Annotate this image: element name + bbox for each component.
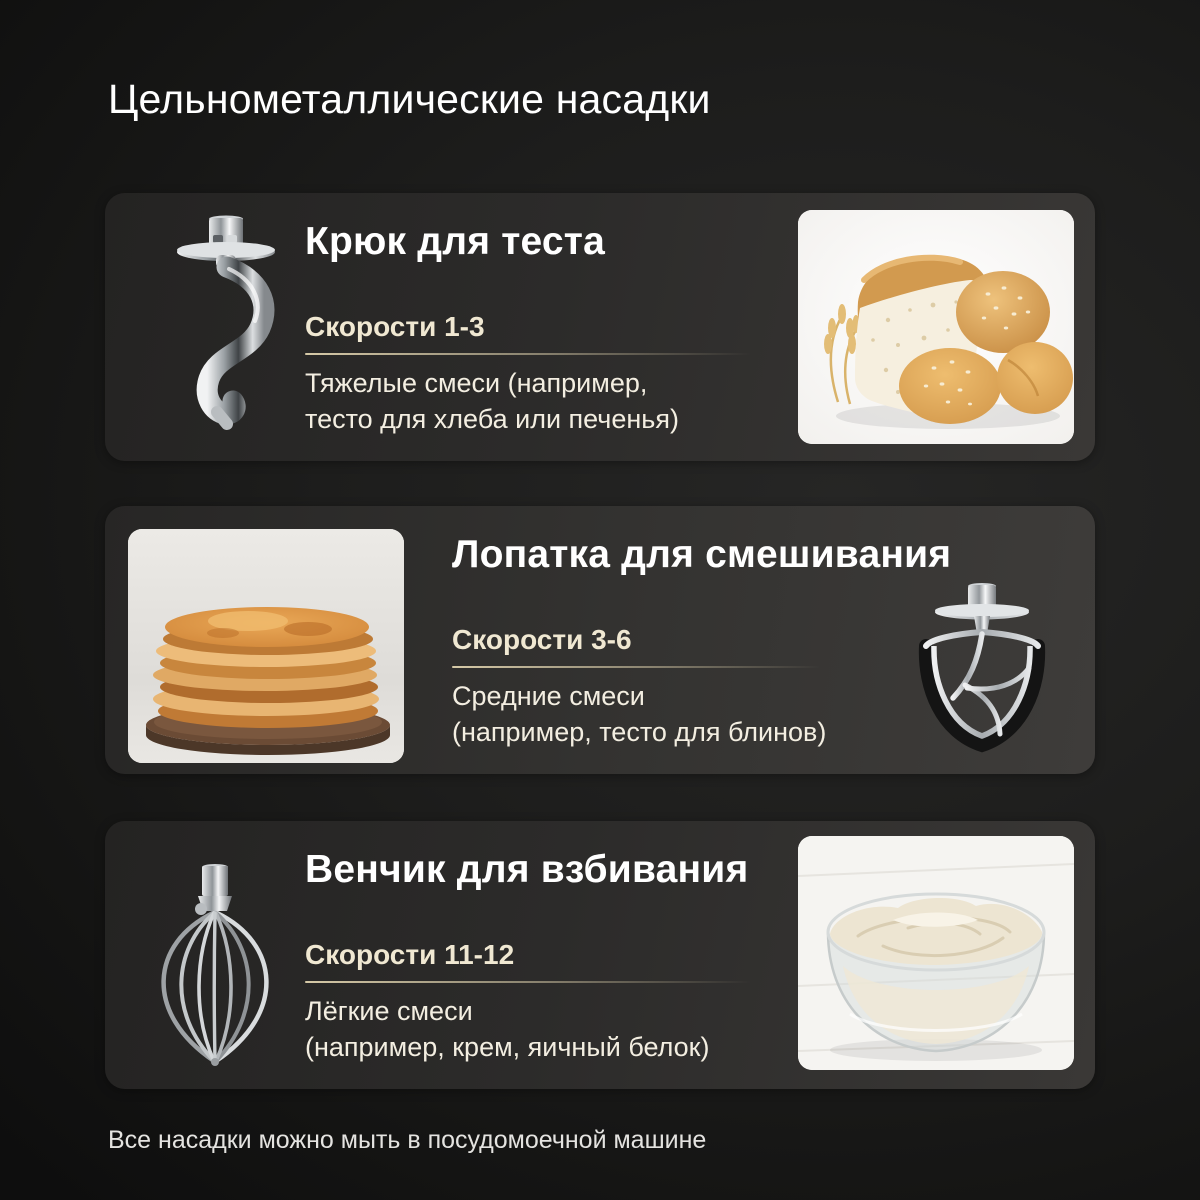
- card-flat-beater: [105, 506, 1095, 774]
- card-title: Лопатка для смешивания: [452, 533, 952, 576]
- speed-underline: [305, 981, 790, 983]
- dough-hook-icon: [147, 215, 307, 433]
- flat-beater-icon: [903, 582, 1065, 758]
- card-description: Средние смеси (например, тесто для блинов): [452, 681, 827, 747]
- speed-label: Скорости 11-12: [305, 939, 515, 970]
- card-title: Венчик для взбивания: [305, 848, 749, 891]
- speed-label: Скорости 1-3: [305, 311, 485, 342]
- card-description: Тяжелые смеси (например, тесто для хлеба или печенья): [305, 368, 679, 434]
- footer-note: Все насадки можно мыть в посудомоечной машине: [108, 1126, 707, 1154]
- card-dough-hook: [105, 193, 1095, 461]
- pancakes-photo: [128, 529, 404, 763]
- speed-underline: [305, 353, 790, 355]
- card-balloon-whisk: [105, 821, 1095, 1089]
- speed-underline: [452, 666, 852, 668]
- page-title: Цельнометаллические насадки: [108, 76, 711, 122]
- card-title: Крюк для теста: [305, 220, 605, 263]
- balloon-whisk-icon: [135, 863, 300, 1073]
- card-description: Лёгкие смеси (например, крем, яичный белок): [305, 996, 710, 1062]
- speed-label: Скорости 3-6: [452, 624, 632, 655]
- bread-photo: [798, 210, 1074, 444]
- whipped-cream-photo: [798, 836, 1074, 1070]
